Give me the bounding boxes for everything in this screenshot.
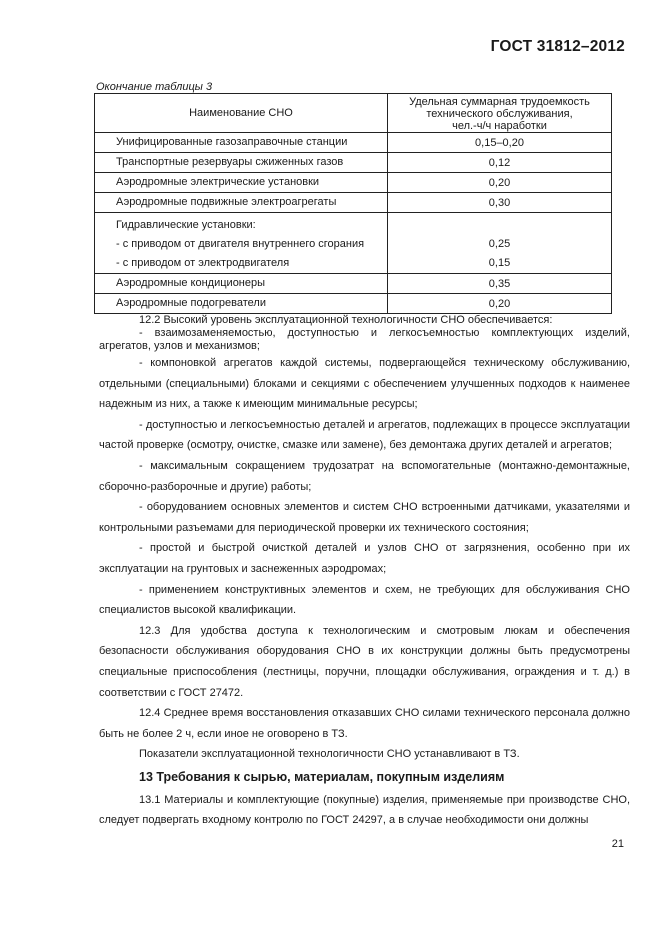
paragraph-note: Показатели эксплуатационной технологичности СНО устанавливают в ТЗ. — [139, 748, 520, 761]
col-header-labor — [388, 94, 612, 133]
table-row — [95, 173, 612, 193]
row-name: Транспортные резервуары сжиженных газов — [95, 153, 388, 173]
row-name: Аэродромные кондиционеры — [95, 274, 388, 294]
labor-intensity-table — [94, 93, 612, 314]
table-row — [95, 193, 612, 213]
row-name: Аэродромные подогреватели — [95, 294, 388, 314]
table-row — [95, 274, 612, 294]
col-header-line: чел.-ч/ч наработки — [452, 119, 547, 132]
row-value: 0,15–0,20 — [388, 133, 612, 153]
group-subitem: - с приводом от двигателя внутреннего сгорания — [116, 238, 365, 250]
paragraph-item: - применением конструктивных элементов и схем, не требующих для обслуживания СНО специалистов высокой квалификации. — [99, 583, 630, 617]
row-value: 0,20 — [388, 294, 612, 314]
row-value: 0,12 — [388, 153, 612, 173]
col-header-line: технического обслуживания, — [426, 107, 573, 120]
group-value: 0,25 — [488, 238, 511, 250]
group-value: 0,15 — [488, 257, 511, 269]
group-subitem: - с приводом от электродвигателя — [116, 257, 290, 269]
body-text — [99, 314, 630, 831]
table-row — [95, 294, 612, 314]
group-values — [388, 213, 612, 274]
row-value: 0,30 — [388, 193, 612, 213]
paragraph-item: - оборудованием основных элементов и систем СНО встроенными датчиками, указателями и контрольными разъемами для периодической проверки их технического состояния; — [99, 501, 630, 534]
paragraph-12-2: 12.2 Высокий уровень эксплуатационной технологичности СНО обеспечивается: — [139, 314, 553, 326]
paragraph-item: - максимальным сокращением трудозатрат на вспомогательные (монтажно-демонтажные, сборочно-разборочные и другие) работы; — [99, 459, 630, 493]
table-caption: Окончание таблицы 3 — [96, 81, 213, 93]
table-row — [95, 153, 612, 173]
table-group-row — [95, 213, 612, 274]
paragraph-13-1: 13.1 Материалы и комплектующие (покупные) изделия, применяемые при производстве СНО, следует подвергать входному контролю по ГОСТ 24297, а в случае необходимости они должны — [99, 793, 630, 827]
table-row — [95, 133, 612, 153]
page-number: 21 — [611, 838, 624, 850]
row-name: Унифицированные газозаправочные станции — [95, 133, 388, 153]
paragraph-item: - простой и быстрой очисткой деталей и узлов СНО от загрязнения, особенно при их эксплуатации на грунтовых и заснеженных аэродромах; — [99, 542, 630, 575]
row-name: Аэродромные подвижные электроагрегаты — [95, 193, 388, 213]
row-value: 0,20 — [388, 173, 612, 193]
col-header-line: Удельная суммарная трудоемкость — [409, 95, 590, 108]
row-value: 0,35 — [388, 274, 612, 294]
group-title: Гидравлические установки: — [116, 219, 256, 231]
row-name: Аэродромные электрические установки — [95, 173, 388, 193]
paragraph-12-4: 12.4 Среднее время восстановления отказавших СНО силами технического персонала должно быть не более 2 ч, если иное не оговорено в ТЗ. — [99, 707, 630, 740]
section-13-heading: 13 Требования к сырью, материалам, покупным изделиям — [139, 769, 505, 784]
paragraph-12-3: 12.3 Для удобства доступа к технологическим и смотровым люкам и обеспечения безопасности обслуживания оборудования СНО в их конструкции должны быть предусмотрены специальные приспособления (лестницы, поручни, площадки обслуживания, ограждения и т. д.) в соответствии с ГОСТ 27472. — [99, 624, 630, 699]
standard-number: ГОСТ 31812–2012 — [490, 38, 625, 55]
group-names — [95, 213, 388, 274]
paragraph-item: - доступностью и легкосъемностью деталей и агрегатов, подлежащих в процессе эксплуатации частой проверке (осмотру, очистке, смазке или замене), без демонтажа других деталей и агрегатов; — [99, 418, 630, 452]
table-header-row — [95, 94, 612, 133]
col-header-name: Наименование СНО — [95, 94, 388, 133]
paragraph-item: - взаимозаменяемостью, доступностью и легкосъемностью комплектующих изделий, агрегатов, узлов и механизмов; — [99, 327, 630, 352]
paragraph-item: - компоновкой агрегатов каждой системы, подвергающейся техническому обслуживанию, отдельными (специальными) блоками и секциями с обеспечением улучшенных подходов к наименее надежным из них, а также к имеющим минимальные ресурсы; — [99, 357, 630, 411]
